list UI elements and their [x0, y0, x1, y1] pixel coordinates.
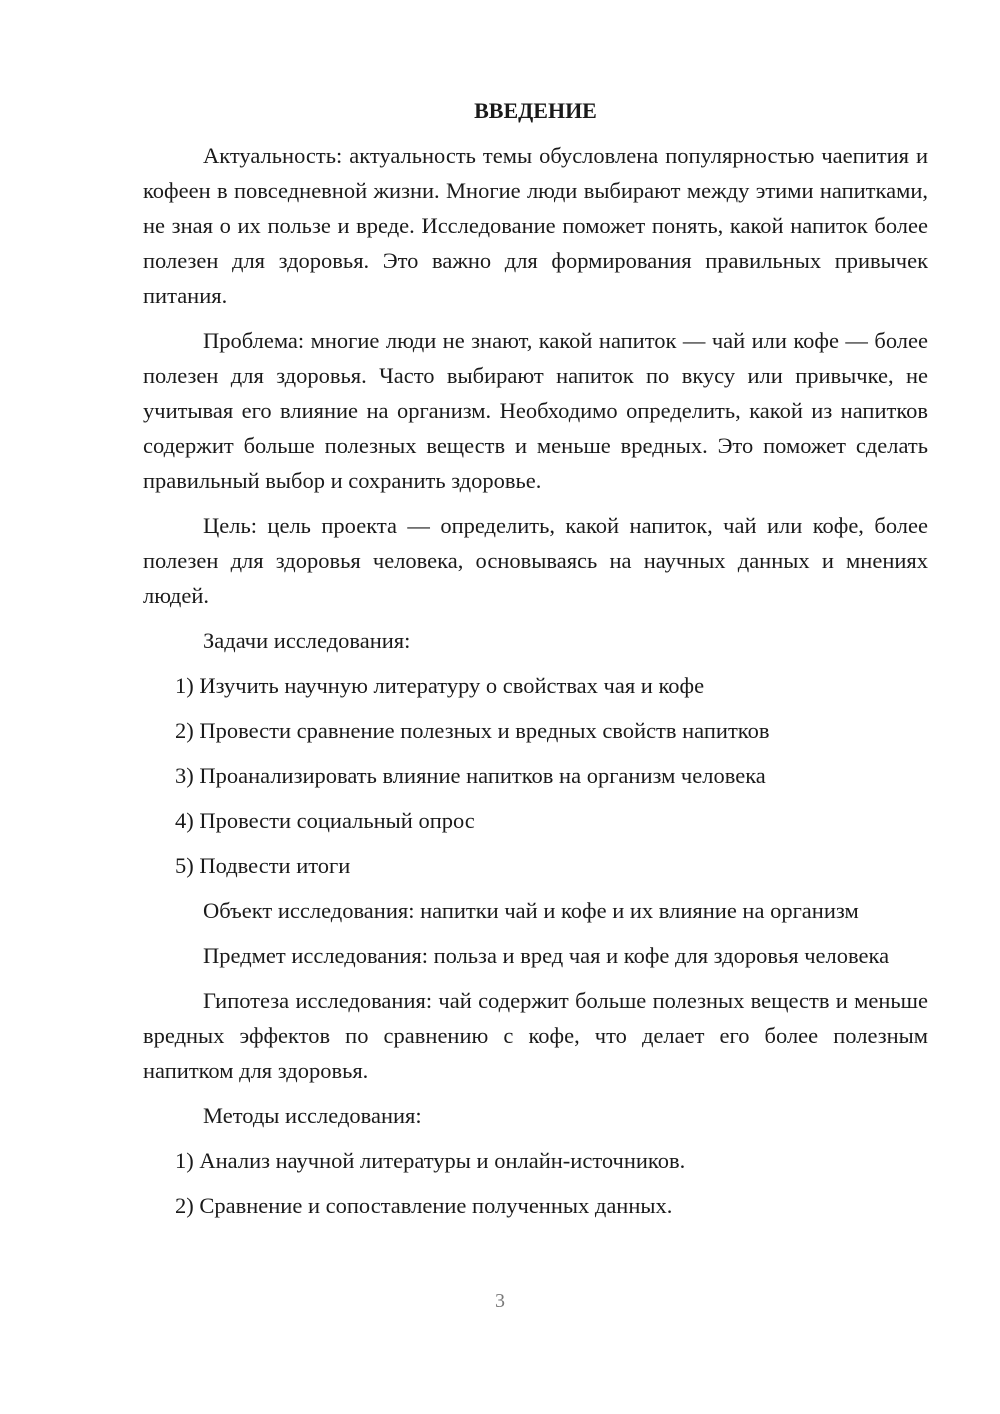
methods-list	[143, 1143, 928, 1223]
methods-heading: Методы исследования:	[203, 1103, 422, 1128]
goal-paragraph: Цель: цель проекта — определить, какой напиток, чай или кофе, более полезен для здоровья человека, основываясь на научных данных и мнениях людей.	[143, 513, 928, 608]
problem-paragraph: Проблема: многие люди не знают, какой напиток — чай или кофе — более полезен для здоровья. Часто выбирают напиток по вкусу или привычке, не учитывая его влияние на организм. Необходимо определить, какой из напитков содержит больше полезных веществ и меньше вредных. Это поможет сделать правильный выбор и сохранить здоровье.	[143, 328, 928, 493]
subject-paragraph: Предмет исследования: польза и вред чая и кофе для здоровья человека	[203, 943, 890, 968]
tasks-list	[143, 668, 928, 883]
tasks-heading: Задачи исследования:	[203, 628, 411, 653]
method-item: 1) Анализ научной литературы и онлайн-источников.	[175, 1148, 686, 1173]
relevance-paragraph: Актуальность: актуальность темы обусловлена популярностью чаепития и кофеен в повседневной жизни. Многие люди выбирают между этими напитками, не зная о их пользе и вреде. Исследование поможет понять, какой напиток более полезен для здоровья. Это важно для формирования правильных привычек питания.	[143, 143, 928, 308]
section-title: ВВЕДЕНИЕ	[474, 98, 597, 123]
page-content	[143, 93, 928, 1233]
task-item: 5) Подвести итоги	[175, 853, 351, 878]
task-item: 2) Провести сравнение полезных и вредных свойств напитков	[175, 718, 770, 743]
task-item: 3) Проанализировать влияние напитков на организм человека	[175, 763, 766, 788]
hypothesis-paragraph: Гипотеза исследования: чай содержит больше полезных веществ и меньше вредных эффектов по сравнению с кофе, что делает его более полезным напитком для здоровья.	[143, 988, 928, 1083]
task-item: 1) Изучить научную литературу о свойствах чая и кофе	[175, 673, 705, 698]
object-paragraph: Объект исследования: напитки чай и кофе и их влияние на организм	[203, 898, 859, 923]
method-item: 2) Сравнение и сопоставление полученных данных.	[175, 1193, 673, 1218]
task-item: 4) Провести социальный опрос	[175, 808, 475, 833]
page-number: 3	[495, 1290, 505, 1312]
